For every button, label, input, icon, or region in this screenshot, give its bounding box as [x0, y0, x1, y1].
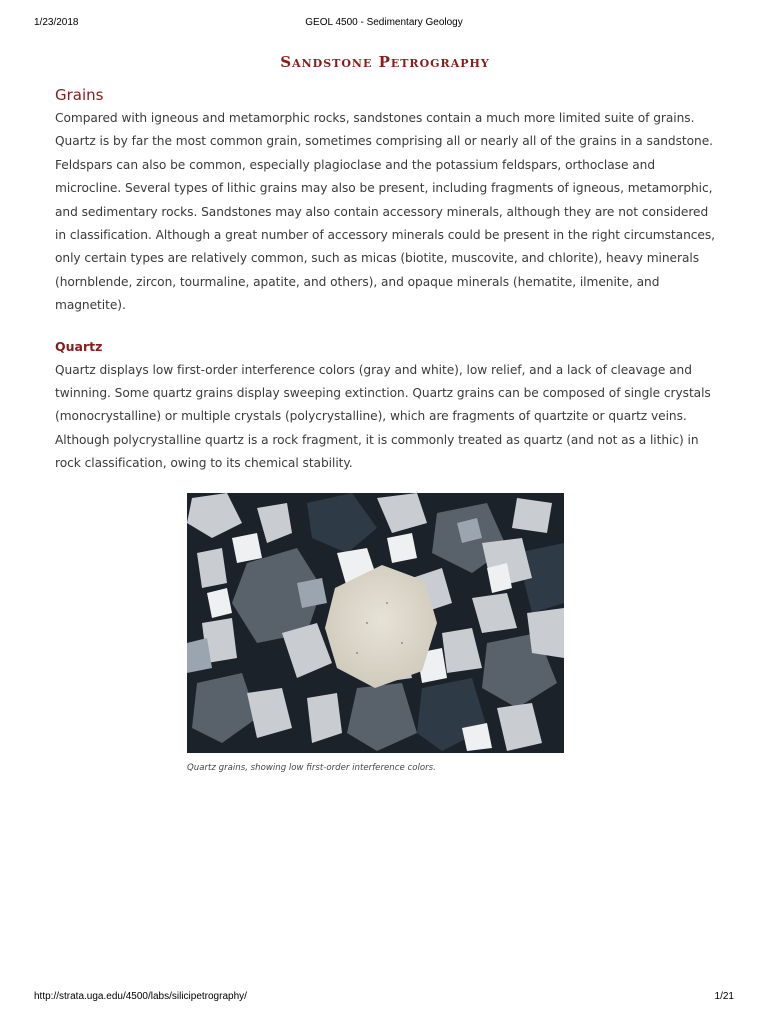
page-number: 1/21	[714, 991, 734, 1002]
source-url: http://strata.uga.edu/4500/labs/silicipetrography/	[34, 991, 247, 1002]
section-heading-grains: Grains	[55, 86, 104, 104]
figure-caption: Quartz grains, showing low first-order interference colors.	[187, 763, 436, 773]
grains-paragraph: Compared with igneous and metamorphic rocks, sandstones contain a much more limited suite of grains. Quartz is by far the most common grain, sometimes comprising all or nearly all of the grains in a sandstone. Feldspars can also be common, especially plagioclase and the potassium feldspars, orthoclase and microcline. Several types of lithic grains may also be present, including fragments of igneous, metamorphic, and sedimentary rocks. Sandstones may also contain accessory minerals, although they are not considered in classification. Although a great number of accessory minerals could be present in the right circumstances, only certain types are relatively common, such as micas (biotite, muscovite, and chlorite), heavy minerals (hornblende, zircon, tourmaline, apatite, and others), and opaque minerals (hematite, ilmenite, and magnetite).	[55, 111, 715, 313]
print-date: 1/23/2018	[34, 17, 79, 28]
page-title: Sandstone Petrography	[280, 53, 490, 71]
print-footer	[34, 991, 734, 1005]
print-header	[34, 17, 734, 31]
quartz-paragraph: Quartz displays low first-order interference colors (gray and white), low relief, and a lack of cleavage and twinning. Some quartz grains display sweeping extinction. Quartz grains can be composed of single crystals (monocrystalline) or multiple crystals (polycrystalline), which are fragments of quartzite or quartz veins. Although polycrystalline quartz is a rock fragment, it is commonly treated as quartz (and not as a lithic) in rock classification, owing to its chemical stability.	[55, 362, 711, 471]
quartz-micrograph	[187, 493, 564, 753]
article	[55, 50, 715, 476]
section-heading-quartz: Quartz	[55, 338, 103, 354]
print-course-title: GEOL 4500 - Sedimentary Geology	[305, 17, 463, 28]
micrograph-image	[187, 493, 564, 753]
